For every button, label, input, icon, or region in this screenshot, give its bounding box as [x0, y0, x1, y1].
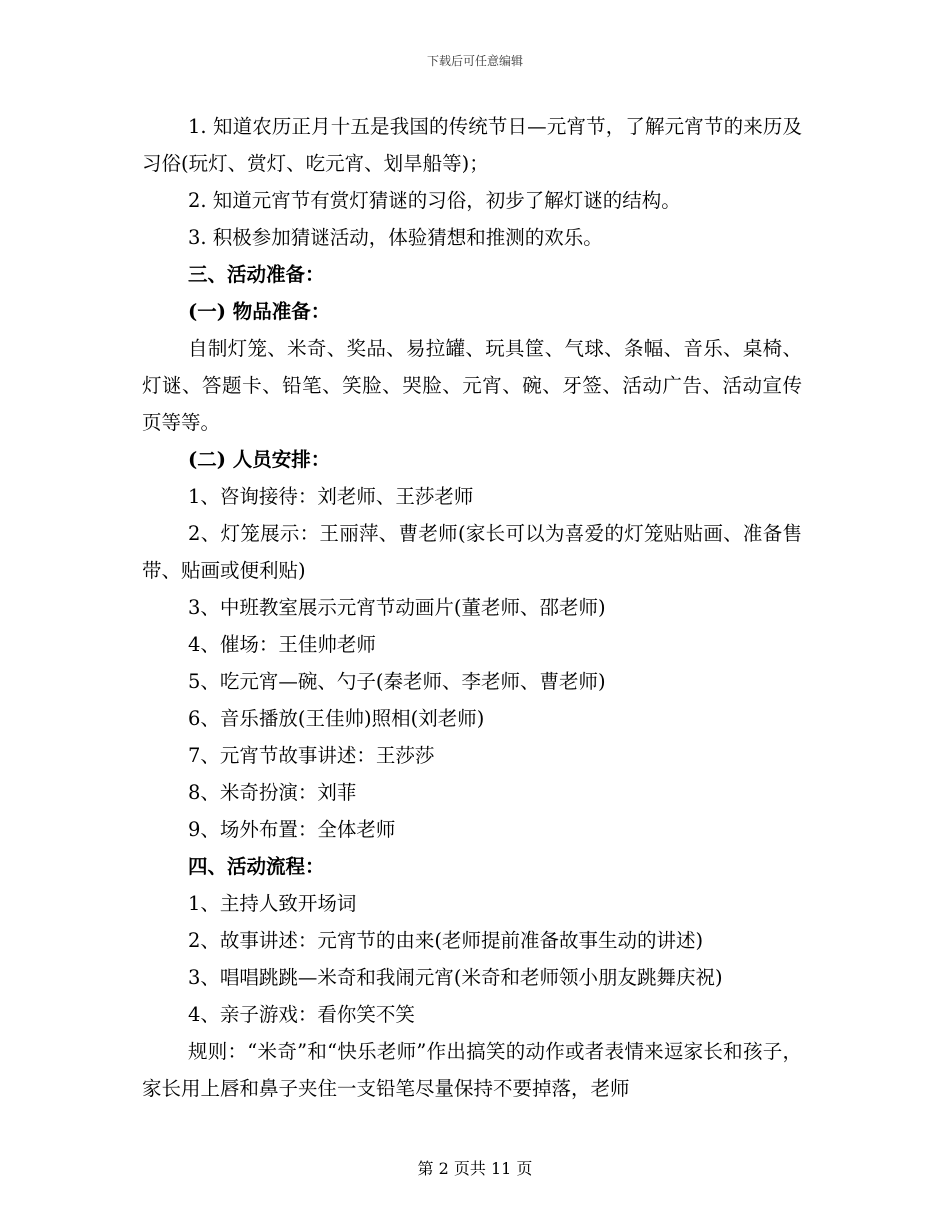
list-item-staff-8: 8、米奇扮演：刘菲	[188, 781, 357, 804]
list-item-staff-6: 6、音乐播放(王佳帅)照相(刘老师)	[188, 707, 485, 730]
subheading-materials: (一) 物品准备：	[188, 300, 331, 323]
list-item-staff-4: 4、催场：王佳帅老师	[188, 633, 376, 656]
list-item-process-3: 3、唱唱跳跳—米奇和我闹元宵(米奇和老师领小朋友跳舞庆祝)	[188, 966, 723, 989]
list-item-process-4: 4、亲子游戏：看你笑不笑	[188, 1003, 415, 1026]
page-header: 下载后可任意编辑	[426, 54, 523, 68]
subheading-staff: (二) 人员安排：	[188, 448, 331, 471]
list-item-process-1: 1、主持人致开场词	[188, 892, 357, 915]
list-item-staff-2: 2、灯笼展示：王丽萍、曹老师(家长可以为喜爱的灯笼贴贴画、准备售带、贴画或便利贴)	[142, 522, 802, 582]
section-heading-process: 四、活动流程：	[188, 855, 325, 878]
list-item-staff-3: 3、中班教室展示元宵节动画片(董老师、邵老师)	[188, 596, 606, 619]
paragraph-materials: 自制灯笼、米奇、奖品、易拉罐、玩具筐、气球、条幅、音乐、桌椅、灯谜、答题卡、铅笔、笑脸、哭脸、元宵、碗、牙签、活动广告、活动宣传页等等。	[142, 337, 802, 434]
paragraph-goal-1: 1. 知道农历正月十五是我国的传统节日—元宵节，了解元宵节的来历及习俗(玩灯、赏灯、吃元宵、划旱船等)；	[142, 115, 802, 175]
paragraph-goal-2: 2. 知道元宵节有赏灯猜谜的习俗，初步了解灯谜的结构。	[188, 189, 681, 212]
paragraph-goal-3: 3. 积极参加猜谜活动，体验猜想和推测的欢乐。	[188, 226, 603, 249]
list-item-staff-9: 9、场外布置：全体老师	[188, 818, 396, 841]
list-item-staff-5: 5、吃元宵—碗、勺子(秦老师、李老师、曹老师)	[188, 670, 606, 693]
list-item-staff-1: 1、咨询接待：刘老师、王莎老师	[188, 485, 474, 508]
page-footer: 第 2 页共 11 页	[417, 1159, 533, 1178]
list-item-process-2: 2、故事讲述：元宵节的由来(老师提前准备故事生动的讲述)	[188, 929, 704, 952]
section-heading-preparation: 三、活动准备：	[188, 263, 325, 286]
document-body	[142, 108, 802, 1107]
list-item-staff-7: 7、元宵节故事讲述：王莎莎	[188, 744, 435, 767]
paragraph-rules: 规则：“米奇”和“快乐老师”作出搞笑的动作或者表情来逗家长和孩子，家长用上唇和鼻子夹住一支铅笔尽量保持不要掉落，老师	[142, 1040, 802, 1100]
